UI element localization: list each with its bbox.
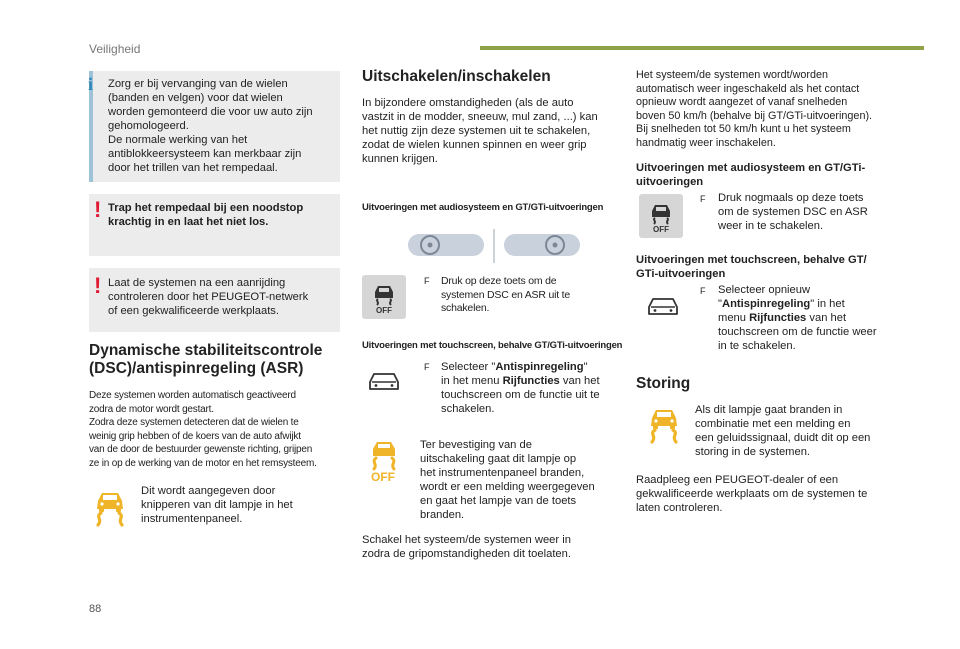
skid-warning-lamp-icon — [91, 487, 129, 527]
auto-reactivation-text: Het systeem/de systemen wordt/worden automatisch weer ingeschakeld als het contact opnieuw wordt aangezet of vanaf snelheden boven 50 km/h (behalve bij GT/GTi-uitvoeringen). Bij snelheden tot 50 km/h kunt u het systeem handmatig weer inschakelen. — [636, 69, 873, 149]
warning-icon: ! — [94, 197, 102, 222]
off-label: OFF — [371, 470, 395, 484]
page-number: 88 — [89, 603, 102, 615]
skid-warning-lamp-icon — [645, 404, 683, 444]
press-text: Druk op deze toets om de systemen DSC en ASR uit te schakelen. — [441, 275, 571, 314]
car-driving-functions-icon[interactable] — [645, 295, 681, 319]
warning-text-after-collision: Laat de systemen na een aanrijding controleren door het PEUGEOT-netwerk of een gekwalificeerde werkplaats. — [108, 277, 309, 317]
off-label: OFF — [653, 225, 669, 234]
bullet-marker: F — [424, 362, 430, 372]
dsc-body: Deze systemen worden automatisch geactiveerd zodra de motor wordt gestart. Zodra deze systemen detecteren dat de wielen te weinig grip hebben of de koers van de auto afwijkt van de door de bestuurder gewenste richting, grijpen ze in op de werking van de motor en het remsysteem. — [89, 390, 317, 469]
header-rule — [480, 46, 924, 50]
warning-text-emergency-brake: Trap het rempedaal bij een noodstop krachtig in en laat het niet los. — [108, 202, 304, 228]
dsc-off-button[interactable] — [362, 275, 406, 319]
off-label: OFF — [376, 306, 392, 315]
reenable-text: Schakel het systeem/de systemen weer in zodra de gripomstandigheden dit toelaten. — [362, 534, 571, 560]
touch-caption: Uitvoeringen met touchscreen, behalve GT/GTi-uitvoeringen — [362, 340, 623, 351]
reselect-antispin-text: Selecteer opnieuw "Antispinregeling" in het menu Rijfuncties van het touchscreen om de functie weer in te schakelen. — [718, 284, 877, 352]
car-driving-functions-icon[interactable] — [366, 370, 402, 394]
dsc-lamp-text: Dit wordt aangegeven door knipperen van dit lampje in het instrumentenpaneel. — [141, 485, 293, 525]
info-text: Zorg er bij vervanging van de wielen (banden en velgen) voor dat wielen worden gemonteerd die voor uw auto zijn gehomologeerd. De normale werking van het antiblokkeersysteem kan merkbaar zijn door het trillen van het rempedaal. — [108, 78, 313, 174]
bullet-marker: F — [700, 194, 706, 204]
fault-heading: Storing — [636, 375, 691, 392]
info-icon: i — [88, 74, 94, 94]
audio-subheading: Uitvoeringen met audiosysteem en GT/GTi- uitvoeringen — [636, 162, 866, 188]
press-again-text: Druk nogmaals op deze toets om de systemen DSC en ASR weer in te schakelen. — [718, 192, 868, 232]
confirm-text: Ter bevestiging van de uitschakeling gaat dit lampje op het instrumentenpaneel branden, wordt er een melding weergegeven en gaat het lampje van de toets branden. — [420, 439, 595, 521]
bullet-marker: F — [700, 286, 706, 296]
dsc-off-button[interactable] — [639, 194, 683, 238]
fault-lamp-text: Als dit lampje gaat branden in combinatie met een melding en een geluidssignaal, duidt dit op een storing in de systemen. — [695, 404, 871, 458]
switch-intro: In bijzondere omstandigheden (als de auto vastzit in de modder, sneeuw, mul zand, ...) kan het nuttig zijn deze systemen uit te schakelen, zodat de wielen kunnen spinnen en weer grip kunnen krijgen. — [362, 97, 598, 165]
switch-heading: Uitschakelen/inschakelen — [362, 68, 551, 85]
select-antispin-text: Selecteer "Antispinregeling" in het menu Rijfuncties van het touchscreen om de functie uit te schakelen. — [441, 361, 600, 415]
warning-icon: ! — [94, 273, 102, 298]
fault-advice-text: Raadpleeg een PEUGEOT-dealer of een gekwalificeerde werkplaats om de systemen te laten controleren. — [636, 474, 868, 514]
dashboard-buttons-illustration — [406, 228, 584, 264]
touch-subheading: Uitvoeringen met touchscreen, behalve GT/ GTi-uitvoeringen — [636, 254, 867, 280]
bullet-marker: F — [424, 276, 430, 286]
audio-caption: Uitvoeringen met audiosysteem en GT/GTi-uitvoeringen — [362, 202, 604, 213]
section-title: Veiligheid — [89, 42, 141, 56]
dsc-heading: Dynamische stabiliteitscontrole (DSC)/antispinregeling (ASR) — [89, 342, 323, 377]
